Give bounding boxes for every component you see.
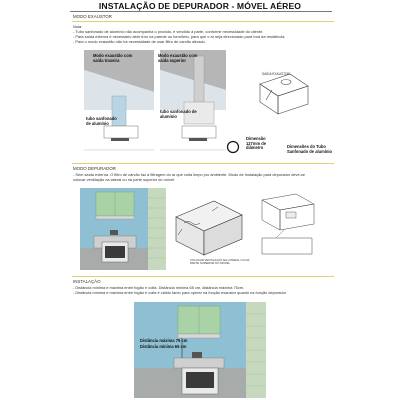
kitchen-illustration — [80, 188, 166, 270]
section-heading-exaustor: MODO EXAUSTOR — [73, 14, 112, 19]
tube-dimensions-label: Dimensões do Tubo Sanfonado de alumínio — [287, 144, 333, 154]
rear-exit-diagram — [84, 50, 154, 160]
cabinet-sketch — [256, 190, 318, 262]
instalacao-text: - Distância mínima e máxima entre fogão e coifa. Distância mínima 65 cm, distância máxima 75cm. — [73, 285, 245, 290]
page-title: INSTALAÇÃO DE DEPURADOR - MÓVEL AÉREO — [98, 1, 302, 11]
depurador-text: - Sem saída externa. O filtro de carvão faz a filtragem do ar que volta limpo pro ambiente. Modo de Instalação para depurador deve-se — [73, 172, 306, 177]
fig3-label: SAÍDA EXAUSTOR — [262, 72, 290, 76]
vent-note: COLOCAR VENTILAÇÃO NA LATERAL OU NA PARTE SUPERIOR DO MÓVEL — [190, 258, 250, 266]
fig1-label: Modo exaustão com saída traseira — [93, 53, 133, 63]
duct-circle-icon — [226, 140, 240, 154]
distance-min-label: Distância mínima 65 cm — [140, 344, 187, 349]
fig2-tube-label: tubo sanfonado de alumínio — [160, 109, 197, 119]
section-heading-depurador: MODO DEPURADOR — [73, 166, 116, 171]
notes-label: Nota: — [73, 24, 83, 29]
distance-max-label: Distância máxima 75 cm — [140, 338, 188, 343]
installation-kitchen-illustration — [134, 302, 266, 398]
depurador-text: colocar ventilação na lateral ou na parte superior do móvel. — [73, 177, 176, 182]
top-exit-diagram — [160, 50, 226, 160]
section-heading-instalacao: INSTALAÇÃO — [73, 279, 101, 284]
section-divider — [72, 276, 334, 277]
note-line: - Tubo sanfonado de alumínio não acompanha o produto, é vendido a parte, conforme necessidade do cliente. — [73, 29, 264, 34]
diameter-label: Dimensão 127mm de diâmetro — [246, 136, 267, 151]
instalacao-text: - Distância mínima e máxima entre fogão e coifa é válido tanto para operar na função exaustor quanto na função depurador — [73, 290, 287, 295]
section-divider — [72, 21, 334, 22]
title-underline — [70, 11, 332, 12]
hood-vent-diagram — [172, 193, 248, 265]
note-line: - Para o modo exaustão não há necessidade de usar filtro de carvão ativado. — [73, 39, 206, 44]
fig1-tube-label: tubo sanfonado de alumínio — [86, 116, 117, 126]
section-divider — [72, 163, 334, 164]
fig2-label: Modo exaustão com saída superior — [158, 53, 198, 63]
note-line: - Para saída externa é necessário abrir furo na parede ou forro/teto, para que o ar seja direcionado para fora da residência. — [73, 34, 286, 39]
